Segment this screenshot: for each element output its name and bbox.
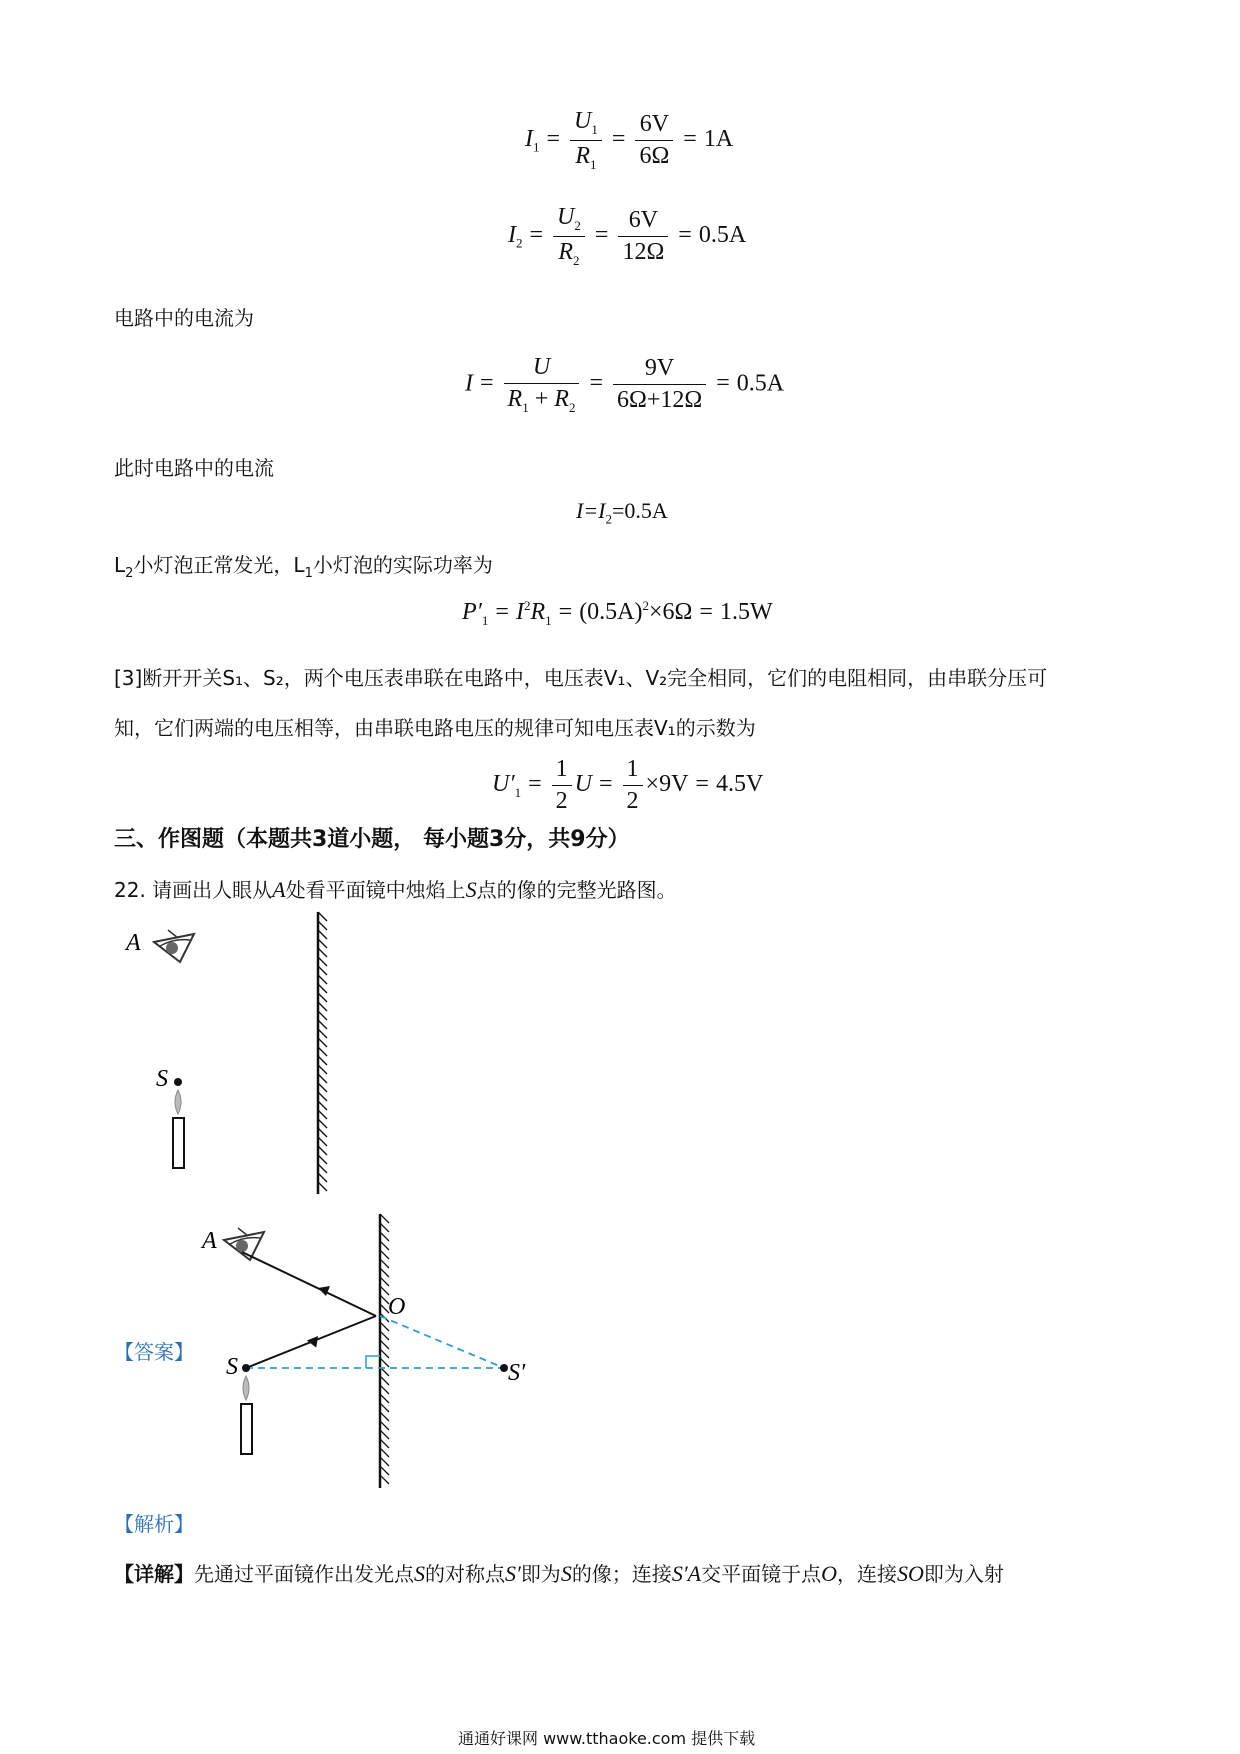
- mirror-hatch-mark: [318, 966, 327, 975]
- detail-paragraph: 【详解】先通过平面镜作出发光点S的对称点S′即为S的像；连接S′A交平面镜于点O，连接SO即为入射: [114, 1561, 1004, 1586]
- label-a: A: [202, 1228, 217, 1254]
- point-s-prime: [500, 1364, 508, 1372]
- mirror-hatch-mark: [318, 1101, 327, 1110]
- reflected-ray: [242, 1252, 376, 1316]
- point-s: [174, 1078, 182, 1086]
- figure-answer-diagram: [190, 1208, 560, 1494]
- mirror-hatch-mark: [380, 1412, 389, 1421]
- mirror-hatch-mark: [318, 1074, 327, 1083]
- label-s-prime: S′: [508, 1360, 526, 1386]
- mirror-hatch-mark: [380, 1277, 389, 1286]
- mirror-hatch-mark: [318, 948, 327, 957]
- figure-question-diagram: [110, 908, 350, 1204]
- mirror-hatch-mark: [380, 1430, 389, 1439]
- mirror-hatch-mark: [380, 1385, 389, 1394]
- mirror-hatch-mark: [380, 1403, 389, 1412]
- right-angle-mark: [366, 1356, 380, 1368]
- mirror-hatch-mark: [318, 1047, 327, 1056]
- mirror-hatch-mark: [380, 1268, 389, 1277]
- equation-i1: $I_1$ = $\frac{U_1}{R_1}$ = $\frac{6V}{6\Omega}$ = 1A: [525, 108, 734, 172]
- mirror-hatch-mark: [380, 1439, 389, 1448]
- mirror-hatch-mark: [380, 1250, 389, 1259]
- mirror-hatch-mark: [318, 993, 327, 1002]
- mirror-hatch-mark: [318, 1164, 327, 1173]
- mirror-2: [380, 1214, 389, 1488]
- paragraph-current-now: 此时电路中的电流: [114, 456, 274, 480]
- mirror-hatch-mark: [318, 984, 327, 993]
- eye-icon: [224, 1228, 264, 1260]
- mirror-hatch-mark: [318, 921, 327, 930]
- equation-voltmeter-reading: $U'_1$ = $\frac{1}{2}$ U = $\frac{1}{2}$ ×9V = 4.5V: [492, 756, 764, 814]
- mirror-hatch-mark: [318, 1038, 327, 1047]
- mirror-hatch-mark: [318, 1092, 327, 1101]
- paragraph-voltmeter-line1: [3]断开开关S₁、S₂，两个电压表串联在电路中，电压表V₁、V₂完全相同，它们的电阻相同，由串联分压可: [114, 666, 1048, 690]
- paragraph-current-label: 电路中的电流为: [114, 306, 254, 330]
- mirror-hatch-mark: [380, 1475, 389, 1484]
- label-a: A: [126, 930, 141, 956]
- mirror-hatch-mark: [380, 1223, 389, 1232]
- mirror-hatch-mark: [380, 1322, 389, 1331]
- equation-power: $P'_1 = I^2R_1 = (0.5A)^2\times 6\Omega = 1.5W$: [462, 598, 773, 628]
- mirror-hatch-mark: [318, 939, 327, 948]
- mirror-hatch-mark: [380, 1349, 389, 1358]
- label-o: O: [388, 1294, 406, 1320]
- mirror-hatch-mark: [318, 1119, 327, 1128]
- mirror-hatch-mark: [318, 1137, 327, 1146]
- point-s: [242, 1364, 250, 1372]
- mirror-hatch-mark: [318, 1155, 327, 1164]
- mirror-hatch-mark: [380, 1448, 389, 1457]
- candle-icon: [241, 1376, 252, 1454]
- mirror-hatch-mark: [318, 1110, 327, 1119]
- answer-tag: 【答案】: [114, 1340, 194, 1364]
- reflected-ray-arrow: [318, 1286, 330, 1296]
- label-s: S: [226, 1354, 238, 1380]
- mirror-hatch-mark: [318, 1173, 327, 1182]
- mirror-hatch-mark: [318, 1029, 327, 1038]
- mirror-hatch-mark: [380, 1259, 389, 1268]
- mirror-hatch-mark: [380, 1241, 389, 1250]
- mirror-hatch-mark: [380, 1394, 389, 1403]
- mirror-hatch-mark: [318, 1182, 327, 1191]
- mirror-hatch-mark: [380, 1340, 389, 1349]
- mirror-hatch-mark: [380, 1466, 389, 1475]
- page-footer: 通通好课网 www.tthaoke.com 提供下载: [458, 1729, 756, 1748]
- mirror-hatch-mark: [380, 1232, 389, 1241]
- candle-icon: [173, 1090, 184, 1168]
- mirror-hatch-mark: [318, 930, 327, 939]
- mirror-hatch-mark: [380, 1358, 389, 1367]
- mirror-hatch-mark: [318, 1056, 327, 1065]
- mirror-hatch-mark: [318, 1128, 327, 1137]
- mirror-hatch-mark: [318, 1011, 327, 1020]
- paragraph-lamp-power: $L_2$小灯泡正常发光，$L_1$小灯泡的实际功率为: [114, 553, 493, 581]
- equation-i-total: I = $\frac{U}{R_1 + R_2}$ = $\frac{9V}{6\Omega+12\Omega}$ = 0.5A: [465, 354, 785, 415]
- mirror-hatch-mark: [318, 1020, 327, 1029]
- mirror-hatch-mark: [380, 1376, 389, 1385]
- question-22: 22. 请画出人眼从A处看平面镜中烛焰上S点的像的完整光路图。: [114, 877, 677, 902]
- eye-icon: [154, 930, 194, 962]
- mirror-hatch-mark: [318, 957, 327, 966]
- mirror-hatch-mark: [318, 1083, 327, 1092]
- mirror-hatch-mark: [380, 1331, 389, 1340]
- mirror-hatch-mark: [380, 1457, 389, 1466]
- mirror-hatch-mark: [318, 1065, 327, 1074]
- mirror-hatch-mark: [318, 912, 327, 921]
- mirror-1: [318, 912, 327, 1194]
- paragraph-voltmeter-line2: 知，它们两端的电压相等，由串联电路电压的规律可知电压表V₁的示数为: [114, 716, 756, 740]
- mirror-hatch-mark: [380, 1214, 389, 1223]
- mirror-hatch-mark: [318, 975, 327, 984]
- analysis-tag: 【解析】: [114, 1512, 194, 1536]
- section-title: 三、作图题（本题共3道小题， 每小题3分，共9分）: [114, 827, 630, 852]
- virtual-ray-dashed-line: [380, 1316, 504, 1368]
- mirror-hatch-mark: [318, 1146, 327, 1155]
- mirror-hatch-mark: [380, 1421, 389, 1430]
- label-s: S: [156, 1066, 168, 1092]
- equation-i-equals-i2: $I=I_2=0.5A$: [576, 498, 668, 527]
- mirror-hatch-mark: [318, 1002, 327, 1011]
- equation-i2: $I_2$ = $\frac{U_2}{R_2}$ = $\frac{6V}{12\Omega}$ = 0.5A: [508, 204, 747, 268]
